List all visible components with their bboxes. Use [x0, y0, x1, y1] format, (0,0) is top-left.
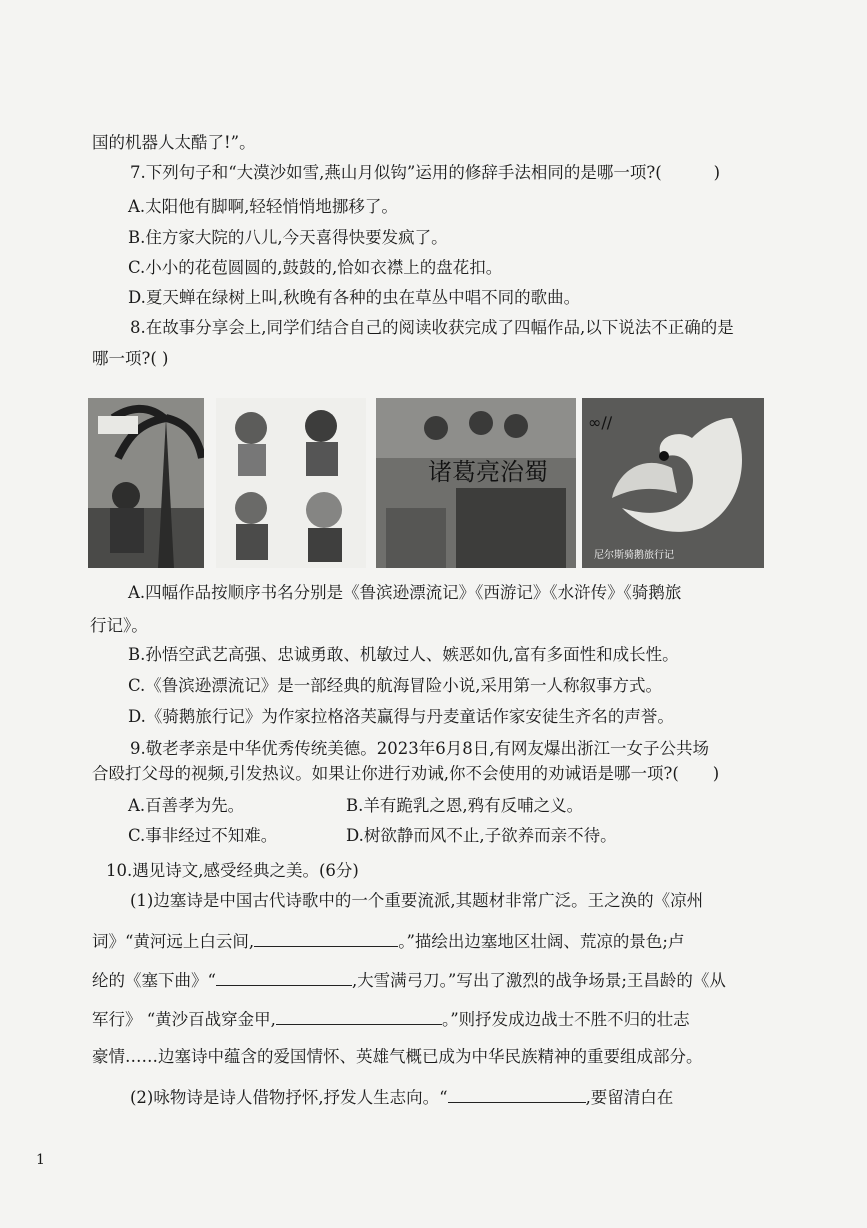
poem-text: 。”则抒发成边战士不胜不归的壮志 — [441, 1010, 690, 1029]
poem-text: ,要留清白在 — [585, 1088, 674, 1107]
option-8d: D.《骑鹅旅行记》为作家拉格洛芙赢得与丹麦童话作家安徒生齐名的声誉。 — [128, 707, 674, 726]
question-9-line1: 9.敬老孝亲是中华优秀传统美德。2023年6月8日,有网友爆出浙江一女子公共场 — [130, 739, 709, 758]
question-9-text: 合殴打父母的视频,引发热议。如果让你进行劝诫,你不会使用的劝诫语是哪一项?( — [92, 764, 679, 783]
question-8-line2: 哪一项?( ) — [92, 349, 169, 368]
option-9c: C.事非经过不知难。 — [128, 826, 278, 845]
fill-blank-4[interactable] — [448, 1086, 586, 1103]
option-7b: B.住方家大院的八儿,今天喜得快要发疯了。 — [128, 228, 448, 247]
option-7a: A.太阳他有脚啊,轻轻悄悄地挪移了。 — [128, 197, 398, 216]
fill-blank-1[interactable] — [254, 930, 398, 947]
poem-text: 词》“黄河远上白云间, — [92, 932, 255, 951]
question-7 — [130, 162, 720, 184]
option-8a-line1: A.四幅作品按顺序书名分别是《鲁滨逊漂流记》《西游记》《水浒传》《骑鹅旅 — [128, 583, 682, 602]
question-10-1-line3 — [92, 969, 726, 992]
page-number: 1 — [36, 1152, 45, 1168]
question-10-2-line1 — [130, 1086, 673, 1109]
question-10: 10.遇见诗文,感受经典之美。(6分) — [106, 861, 359, 880]
fill-blank-2[interactable] — [216, 969, 352, 986]
artwork-caption: 尼尔斯骑鹅旅行记 — [594, 550, 674, 561]
option-7d: D.夏天蝉在绿树上叫,秋晚有各种的虫在草丛中唱不同的歌曲。 — [128, 288, 581, 307]
poem-text: (2)咏物诗是诗人借物抒怀,抒发人生志向。“ — [130, 1088, 448, 1107]
option-7c: C.小小的花苞圆圆的,鼓鼓的,恰如衣襟上的盘花扣。 — [128, 258, 503, 277]
poem-text: 。”描绘出边塞地区壮阔、荒凉的景色;卢 — [398, 932, 685, 951]
artwork-journey-west — [216, 398, 366, 568]
poem-text: ,大雪满弓刀。”写出了激烈的战争场景;王昌龄的《从 — [351, 971, 726, 990]
answer-paren-close: ) — [713, 163, 721, 182]
fill-blank-3[interactable] — [276, 1008, 442, 1025]
poem-text: 纶的《塞下曲》“ — [92, 971, 216, 990]
poem-text: 军行》 “黄沙百战穿金甲, — [92, 1010, 276, 1029]
option-8c: C.《鲁滨逊漂流记》是一部经典的航海冒险小说,采用第一人称叙事方式。 — [128, 676, 663, 695]
four-artworks — [88, 398, 764, 568]
artwork-water-margin — [376, 398, 576, 568]
option-8a-line2: 行记》。 — [90, 616, 148, 635]
question-10-1-line5: 豪情……边塞诗中蕴含的爱国情怀、英雄气概已成为中华民族精神的重要组成部分。 — [92, 1047, 703, 1066]
question-10-1-line1: (1)边塞诗是中国古代诗歌中的一个重要流派,其题材非常广泛。王之涣的《凉州 — [130, 891, 704, 910]
option-9b: B.羊有跪乳之恩,鸦有反哺之义。 — [346, 796, 584, 815]
svg-text:∞∕∕: ∞∕∕ — [588, 413, 613, 432]
question-10-1-line4 — [92, 1008, 690, 1031]
artwork-nils-goose — [582, 398, 764, 568]
option-9a: A.百善孝为先。 — [128, 796, 245, 815]
artwork-caption: 诸葛亮治蜀 — [428, 458, 548, 486]
question-7-text: 7.下列句子和“大漠沙如雪,燕山月似钩”运用的修辞手法相同的是哪一项?( — [130, 163, 662, 182]
text-line: 国的机器人太酷了!”。 — [92, 133, 256, 152]
question-10-1-line2 — [92, 930, 684, 953]
question-8-line1: 8.在故事分享会上,同学们结合自己的阅读收获完成了四幅作品,以下说法不正确的是 — [130, 318, 734, 337]
answer-paren-close: ) — [712, 764, 720, 783]
question-9-line2 — [92, 763, 719, 785]
option-9d: D.树欲静而风不止,子欲养而亲不待。 — [346, 826, 617, 845]
artwork-robinson — [88, 398, 204, 568]
option-8b: B.孙悟空武艺高强、忠诚勇敢、机敏过人、嫉恶如仇,富有多面性和成长性。 — [128, 645, 679, 664]
